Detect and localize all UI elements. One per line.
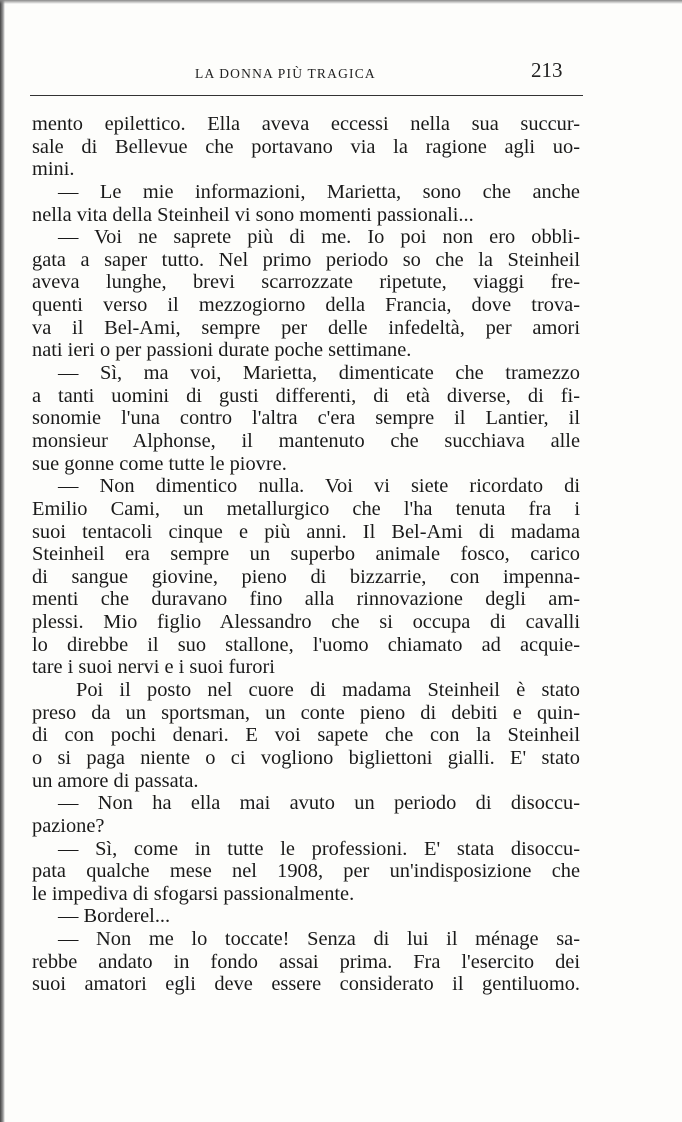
text-line: sonomie l'una contro l'altra c'era sempre il Lantier, il bbox=[32, 407, 580, 430]
text-line: tare i suoi nervi e i suoi furori bbox=[32, 656, 275, 679]
text-line: — Sì, ma voi, Marietta, dimenticate che tramezzo bbox=[58, 362, 580, 385]
text-line: sale di Bellevue che portavano via la ragione agli uo- bbox=[32, 135, 580, 158]
text-line: sue gonne come tutte le piovre. bbox=[32, 452, 287, 475]
text-line: suoi amatori egli deve essere considerato il gentiluomo. bbox=[32, 973, 580, 996]
text-line: di sangue giovine, pieno di bizzarrie, con impenna- bbox=[32, 565, 580, 588]
text-line: rebbe andato in fondo assai prima. Fra l'esercito dei bbox=[32, 950, 580, 973]
text-line: gata a saper tutto. Nel primo periodo so che la Steinheil bbox=[32, 248, 580, 271]
text-line: Poi il posto nel cuore di madama Steinheil è stato bbox=[76, 679, 580, 702]
text-line: di con pochi denari. E voi sapete che con la Steinheil bbox=[32, 724, 580, 747]
text-line: quenti verso il mezzogiorno della Francia, dove trova- bbox=[32, 294, 580, 317]
text-line: va il Bel-Ami, sempre per delle infedeltà, per amori bbox=[32, 316, 580, 339]
text-line: suoi tentacoli cinque e più anni. Il Bel-Ami di madama bbox=[32, 520, 580, 543]
text-line: preso da un sportsman, un conte pieno di debiti e quin- bbox=[32, 701, 580, 724]
text-line: nati ieri o per passioni durate poche settimane. bbox=[32, 339, 412, 362]
text-line: Steinheil era sempre un superbo animale fosco, carico bbox=[32, 543, 580, 566]
text-line: lo direbbe il suo stallone, l'uomo chiamato ad acquie- bbox=[32, 633, 580, 656]
text-line: — Borderel... bbox=[58, 905, 171, 928]
text-line: — Non dimentico nulla. Voi vi siete ricordato di bbox=[58, 475, 580, 498]
page-top-shadow bbox=[0, 0, 682, 4]
text-line: mento epilettico. Ella aveva eccessi nella sua succur- bbox=[32, 113, 580, 135]
text-line: plessi. Mio figlio Alessandro che si occupa di cavalli bbox=[32, 611, 580, 634]
header-rule bbox=[30, 95, 583, 96]
text-line: o si paga niente o ci vogliono bigliettoni gialli. E' stato bbox=[32, 746, 580, 769]
text-line: pazione? bbox=[32, 814, 105, 837]
text-line: le impediva di sfogarsi passionalmente. bbox=[32, 882, 355, 905]
text-line: a tanti uomini di gusti differenti, di età diverse, di fi- bbox=[32, 384, 580, 407]
page-number: 213 bbox=[531, 58, 563, 82]
running-head: LA DONNA PIÙ TRAGICA bbox=[195, 66, 376, 81]
text-line: un amore di passata. bbox=[32, 769, 199, 792]
text-line: — Le mie informazioni, Marietta, sono che anche bbox=[58, 180, 580, 203]
text-line: nella vita della Steinheil vi sono momenti passionali... bbox=[32, 203, 474, 226]
text-line: monsieur Alphonse, il mantenuto che succhiava alle bbox=[32, 429, 580, 452]
text-line: menti che duravano fino alla rinnovazione degli am- bbox=[32, 588, 580, 611]
page-binding-shadow bbox=[0, 0, 5, 1122]
text-line: mini. bbox=[32, 158, 75, 181]
text-line: — Non ha ella mai avuto un periodo di disoccu- bbox=[58, 792, 580, 815]
text-line: — Sì, come in tutte le professioni. E' stata disoccu- bbox=[58, 837, 580, 860]
text-line: aveva lunghe, brevi scarrozzate ripetute, viaggi fre- bbox=[32, 271, 580, 294]
text-line: — Voi ne saprete più di me. Io poi non ero obbli- bbox=[58, 226, 580, 249]
text-line: pata qualche mese nel 1908, per un'indisposizione che bbox=[32, 860, 580, 883]
text-line: — Non me lo toccate! Senza di lui il ménage sa- bbox=[58, 928, 580, 951]
body-text bbox=[32, 113, 580, 996]
text-line: Emilio Cami, un metallurgico che l'ha tenuta fra i bbox=[32, 497, 580, 520]
